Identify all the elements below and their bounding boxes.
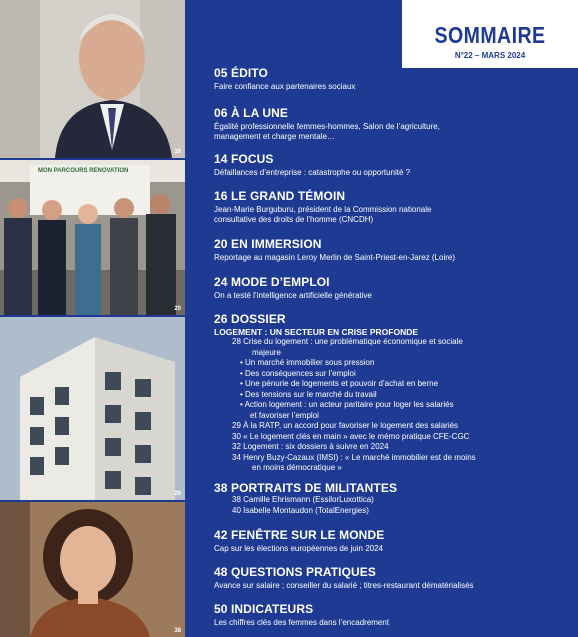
portrait-item: 40 Isabelle Montaudon (TotalEnergies) bbox=[232, 505, 369, 515]
dossier-item-line: et favoriser l’emploi bbox=[250, 410, 319, 420]
toc-entry-desc: Défaillances d’entreprise : catastrophe ou opportunité ? bbox=[214, 168, 411, 177]
toc-entry-desc-line: Égalité professionnelle femmes-hommes, Salon de l’agriculture, bbox=[214, 122, 440, 131]
issue-label: N°22 – MARS 2024 bbox=[454, 51, 526, 60]
toc-entry-title: 42 FENÊTRE SUR LE MONDE bbox=[214, 528, 385, 542]
toc-entry-questions-pratiques[interactable] bbox=[214, 565, 566, 591]
dossier-item-line: en moins démocratique » bbox=[252, 463, 342, 472]
toc-entry-title: 26 DOSSIER bbox=[214, 312, 286, 326]
toc-entry-fenetre-monde[interactable] bbox=[214, 528, 566, 554]
page-title: SOMMAIRE bbox=[434, 22, 546, 48]
dossier-item-line: 34 Henry Buzy-Cazaux (IMSI) : « Le marché immobilier est de moins bbox=[232, 452, 476, 462]
group-photo-illustration bbox=[0, 160, 185, 315]
dossier-item bbox=[214, 337, 566, 358]
toc-entry-indicateurs[interactable] bbox=[214, 602, 566, 628]
dossier-item: 29 À la RATP, un accord pour favoriser le logement des salariés bbox=[232, 421, 459, 430]
toc-entry-desc: Faire confiance aux partenaires sociaux bbox=[214, 82, 356, 91]
building-photo-illustration bbox=[0, 317, 185, 500]
woman-portrait-photo bbox=[0, 502, 185, 637]
dossier-subtitle: LOGEMENT : UN SECTEUR EN CRISE PROFONDE bbox=[214, 327, 419, 337]
dossier-bullet: • Un marché immobilier sous pression bbox=[240, 358, 375, 367]
woman-portrait-photo-illustration bbox=[0, 502, 185, 637]
toc-entry-title: 05 ÉDITO bbox=[214, 66, 268, 80]
toc-entry-edito[interactable] bbox=[214, 66, 566, 92]
toc-entry-desc: On a testé l’intelligence artificielle générative bbox=[214, 291, 372, 300]
photo-page-number: 26 bbox=[174, 491, 181, 497]
toc-entry-title: 06 À LA UNE bbox=[214, 106, 289, 120]
toc-entry-desc-line: Jean-Marie Burguburu, président de la Commission nationale bbox=[214, 205, 432, 214]
toc-entry-desc-line: management et charge mentale… bbox=[214, 132, 335, 141]
dossier-item-line: 28 Crise du logement : une problématique économique et sociale bbox=[232, 337, 463, 346]
photo-page-number: 20 bbox=[174, 306, 181, 312]
toc-entry-focus[interactable] bbox=[214, 152, 566, 178]
toc-entry-desc: Cap sur les élections européennes de juin 2024 bbox=[214, 544, 384, 553]
dossier-bullet: • Une pénurie de logements et pouvoir d’achat en berne bbox=[240, 379, 439, 388]
toc-entry-desc: Avance sur salaire ; conseiller du salarié ; titres-restaurant dématérialisés bbox=[214, 581, 474, 590]
toc-entry-dossier[interactable] bbox=[214, 312, 566, 474]
photo-page-number: 38 bbox=[174, 628, 181, 634]
toc-entry-desc: Reportage au magasin Leroy Merlin de Saint-Priest-en-Jarez (Loire) bbox=[214, 253, 455, 262]
toc-entry-title: 48 QUESTIONS PRATIQUES bbox=[214, 565, 377, 579]
toc-entry-en-immersion[interactable] bbox=[214, 237, 566, 263]
toc-entry-title: 50 INDICATEURS bbox=[214, 602, 314, 616]
dossier-item: 32 Logement : six dossiers à suivre en 2024 bbox=[232, 442, 389, 451]
toc-entry-desc bbox=[214, 205, 566, 225]
toc-entry-title: 16 LE GRAND TÉMOIN bbox=[214, 189, 346, 203]
store-sign-text: MON PARCOURS RENOVATION bbox=[38, 168, 129, 174]
dossier-item-line: majeure bbox=[252, 347, 281, 357]
toc-entry-desc: Les chiffres clés des femmes dans l’encadrement bbox=[214, 618, 390, 627]
toc-entry-mode-emploi[interactable] bbox=[214, 275, 566, 301]
photo-column bbox=[0, 0, 185, 637]
toc-entry-title: 20 EN IMMERSION bbox=[214, 237, 322, 251]
building-photo bbox=[0, 317, 185, 500]
toc-entry-title: 14 FOCUS bbox=[214, 152, 274, 166]
dossier-item bbox=[214, 453, 566, 474]
toc-entry-portraits[interactable] bbox=[214, 481, 566, 516]
dossier-bullet: • Des tensions sur le marché du travail bbox=[240, 389, 377, 399]
group-photo bbox=[0, 160, 185, 315]
portrait-item: 38 Camille Ehrismann (EssilorLuxottica) bbox=[232, 495, 374, 504]
dossier-bullet bbox=[214, 400, 566, 421]
sommaire-header bbox=[402, 0, 578, 68]
portrait-photo bbox=[0, 0, 185, 158]
toc-entry-title: 24 MODE D’EMPLOI bbox=[214, 275, 330, 289]
toc-entry-desc bbox=[214, 122, 566, 142]
toc-entry-title: 38 PORTRAITS DE MILITANTES bbox=[214, 481, 398, 495]
toc-entry-desc-line: consultative des droits de l’homme (CNCDH) bbox=[214, 215, 374, 224]
portrait-photo-illustration bbox=[0, 0, 185, 158]
dossier-bullet: • Des conséquences sur l’emploi bbox=[240, 368, 356, 378]
dossier-item: 30 « Le logement clés en main » avec le mémo pratique CFE-CGC bbox=[232, 431, 470, 441]
dossier-item-line: • Action logement : un acteur paritaire pour loger les salariés bbox=[240, 400, 454, 409]
toc-entry-a-la-une[interactable] bbox=[214, 106, 566, 142]
toc-entry-grand-temoin[interactable] bbox=[214, 189, 566, 225]
photo-page-number: 16 bbox=[174, 149, 181, 155]
